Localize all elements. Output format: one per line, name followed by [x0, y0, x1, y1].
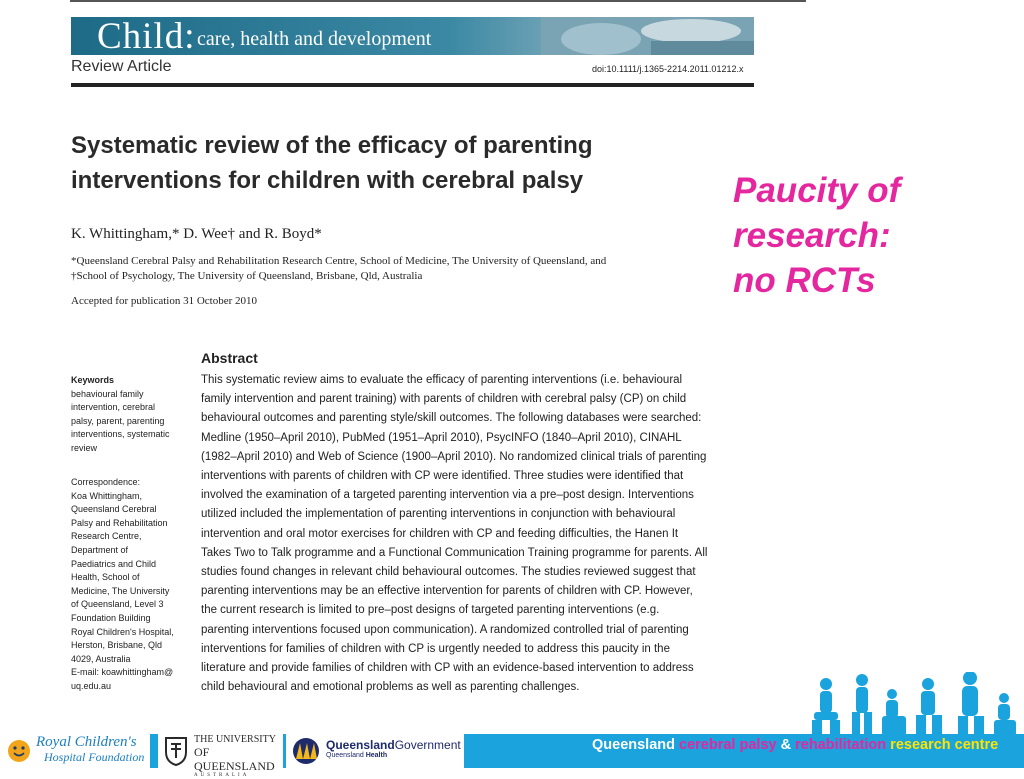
correspondence-line: Medicine, The University	[71, 585, 170, 596]
title-line: Systematic review of the efficacy of parenting	[71, 132, 593, 159]
accepted-date: Accepted for publication 31 October 2010	[71, 295, 258, 307]
correspondence	[71, 476, 193, 694]
qld-government-crest-icon	[290, 737, 322, 765]
correspondence-email[interactable]: E-mail: koawhittingham@	[71, 667, 174, 678]
callout-line: no RCTs	[733, 261, 876, 300]
abstract-line: Medline (1950–April 2010), PubMed (1951–April 2010), PsycINFO (1840–April 2010), CINAHL	[201, 431, 682, 444]
callout-line: Paucity of	[733, 171, 901, 210]
footer-bar	[0, 734, 1024, 778]
correspondence-line: Foundation Building	[71, 612, 151, 623]
correspondence-line: Queensland Cerebral	[71, 504, 157, 515]
banner-artwork-icon	[541, 17, 754, 55]
qg-sub-a: Queensland	[326, 752, 364, 759]
article-title	[71, 128, 711, 198]
correspondence-line: Paediatrics and Child	[71, 558, 157, 569]
journal-banner	[71, 17, 754, 55]
callout-line: research:	[733, 216, 891, 255]
correspondence-line: Palsy and Rehabilitation	[71, 517, 168, 528]
royal-childrens-logo[interactable]	[0, 734, 150, 768]
journal-name: Child:	[97, 17, 196, 55]
doi: doi:10.1111/j.1365-2214.2011.01212.x	[592, 64, 744, 74]
centre-part: rehabilitation	[795, 737, 887, 753]
correspondence-email[interactable]: uq.edu.au	[71, 680, 112, 691]
rch-line: Royal Children's	[36, 734, 137, 750]
keywords	[71, 374, 193, 456]
abstract-line: studies found changes in relevant child behavioural outcomes. The studies reviewed suggest that	[201, 566, 696, 579]
correspondence-line: Koa Whittingham,	[71, 490, 143, 501]
keywords-heading: Keywords	[71, 375, 115, 385]
correspondence-line: Research Centre,	[71, 531, 142, 542]
abstract-line: behavioural outcomes and parenting style/skill outcomes. The following databases were searched:	[201, 412, 702, 425]
authors: K. Whittingham,* D. Wee† and R. Boyd*	[71, 226, 322, 242]
top-rule	[70, 0, 806, 2]
queensland-government-logo[interactable]	[286, 734, 464, 768]
abstract-line: Takes Two to Talk programme and a Functional Communication Training programme for parents. All	[201, 546, 708, 559]
uq-line: AUSTRALIA	[194, 773, 250, 778]
abstract-line: intervention and oral motor exercises for children with CP and feeding difficulties, the Hanen It	[201, 527, 679, 540]
abstract-line: child behavioural and emotional problems as well as parenting challenges.	[201, 681, 580, 694]
abstract-line: the current research is limited to pre–post designs of targeted parenting interventions (e.g.	[201, 604, 660, 617]
keyword-line: interventions, systematic	[71, 429, 170, 440]
keyword-line: palsy, parent, parenting	[71, 415, 165, 426]
abstract-line: interventions with parents of children with CP were identified. Three studies were identified that	[201, 470, 684, 483]
keyword-line: review	[71, 442, 98, 453]
abstract-line: interventions for families of children with CP is urgently needed to address this paucity in the	[201, 642, 670, 655]
affiliation-line: *Queensland Cerebral Palsy and Rehabilitation Research Centre, School of Medicine, The University of Queensland, and	[71, 255, 607, 267]
rch-line: Hospital Foundation	[44, 750, 145, 764]
abstract-line: parenting interventions may be an effective intervention for parents of children with CP. However,	[201, 585, 693, 598]
centre-part: cerebral palsy	[679, 737, 777, 753]
centre-part: &	[776, 737, 796, 753]
header-rule	[71, 83, 754, 87]
affiliation	[71, 254, 711, 284]
correspondence-line: Royal Children's Hospital,	[71, 626, 174, 637]
research-centre-name[interactable]	[592, 737, 998, 753]
correspondence-line: Herston, Brisbane, Qld	[71, 640, 163, 651]
journal-subtitle: care, health and development	[197, 28, 432, 50]
affiliation-line: †School of Psychology, The University of Queensland, Brisbane, Qld, Australia	[71, 270, 423, 282]
correspondence-line: Department of	[71, 544, 129, 555]
qg-rest: Government	[394, 738, 461, 752]
uq-crest-icon	[164, 736, 188, 766]
keyword-line: behavioural family	[71, 388, 144, 399]
abstract-line: (1982–April 2010) and Web of Science (1900–April 2010). No randomized clinical trials of parenting	[201, 450, 707, 463]
correspondence-line: of Queensland, Level 3	[71, 599, 164, 610]
qg-bold: Queensland	[326, 738, 395, 752]
correspondence-line: Health, School of	[71, 572, 140, 583]
abstract-line: involved the examination of a targeted parenting intervention via a pre–post design. Interventions	[201, 489, 694, 502]
centre-part: research centre	[886, 737, 999, 753]
qg-line	[326, 739, 461, 752]
uq-name	[194, 734, 283, 779]
uq-line: THE UNIVERSITY	[194, 734, 276, 745]
title-line: interventions for children with cerebral palsy	[71, 167, 584, 194]
correspondence-line: Correspondence:	[71, 477, 141, 487]
qg-sub	[326, 752, 461, 760]
correspondence-line: 4029, Australia	[71, 653, 131, 664]
abstract-heading: Abstract	[201, 350, 258, 366]
abstract-line: This systematic review aims to evaluate the efficacy of parenting interventions (i.e. behavioural	[201, 374, 683, 386]
abstract-line: parenting interventions focused upon communication). A randomized controlled trial of parenting	[201, 623, 689, 636]
callout-note	[733, 168, 1013, 303]
abstract-line: family intervention and parent training) with parents of children with cerebral palsy (CP) on child	[201, 393, 687, 406]
qg-name	[326, 739, 461, 760]
abstract-body	[201, 371, 761, 697]
article-type: Review Article	[71, 58, 172, 75]
qg-sub-b: Health	[365, 752, 388, 759]
children-silhouettes-icon	[808, 672, 1024, 736]
uq-line: OF QUEENSLAND	[194, 745, 275, 773]
keyword-line: intervention, cerebral	[71, 402, 156, 413]
smiley-sun-icon	[6, 738, 32, 764]
centre-part: Queensland	[592, 737, 680, 753]
abstract-line: literature and provide families of children with CP with an evidence-based intervention to address	[201, 662, 694, 675]
uq-logo[interactable]	[158, 734, 283, 778]
abstract-line: utilized included the implementation of parenting interventions in conjunction with behavioural	[201, 508, 676, 521]
rch-name	[36, 735, 144, 765]
